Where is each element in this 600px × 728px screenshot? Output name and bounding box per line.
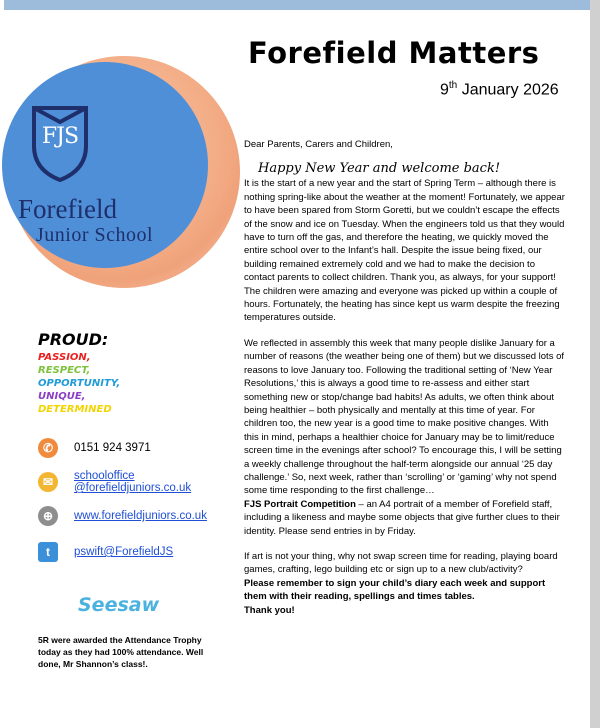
phone-number: 0151 924 3971: [74, 442, 151, 454]
twitter-icon: t: [38, 542, 58, 562]
value-unique: UNIQUE,: [38, 391, 86, 402]
school-name-line1: Forefield: [18, 194, 117, 224]
contact-twitter: [38, 542, 173, 562]
contact-phone: [38, 438, 151, 458]
proud-title: PROUD:: [38, 330, 109, 349]
paragraph-weather: It is the start of a new year and the start of Spring Term – although there is nothing spring-like about the weather at the moment! Fortunately, we appear to have been spared from Storm Goretti, but we couldn’t escape the effects of the snow and ice on Tuesday. When the engineers told us that they would have to turn off the gas, and therefore the heating, we quickly moved the entire school over to the Infant’s hall. Despite the issue being fixed, our building remained extremely cold and we had to make the decision to contact parents to collect children. Thank you, as always, for your support! The children were amazing and everyone was picked up within a couple of hours. Fortunately, the heating has since kept us warm despite the freezing temperatures outside.: [244, 178, 565, 324]
crest-letters: FJS: [41, 124, 79, 149]
newsletter-date: 9th January 2026: [440, 80, 559, 99]
value-respect: RESPECT,: [38, 365, 91, 376]
letter-body: [244, 138, 566, 629]
contact-email: [38, 470, 191, 494]
email-icon: ✉: [38, 472, 58, 492]
page-edge-shadow: [590, 0, 600, 728]
twitter-link[interactable]: pswift@ForefieldJS: [74, 546, 174, 558]
portrait-heading: FJS Portrait Competition: [244, 498, 356, 510]
value-passion: PASSION,: [38, 352, 91, 363]
sign-off: Thank you!: [244, 604, 295, 616]
value-determined: DETERMINED: [38, 404, 112, 415]
attendance-note: 5R were awarded the Attendance Trophy today as they had 100% attendance. Well done, Mr Shannon’s class!.: [38, 635, 204, 669]
paragraph-reminder: Please remember to sign your child’s diary each week and support them with their reading, spellings and times tables.: [244, 577, 546, 603]
email-link[interactable]: schooloffice @forefieldjuniors.co.uk: [74, 470, 192, 494]
paragraph-january: We reflected in assembly this week that many people dislike January for a number of reasons (the weather being one of them) but we discussed lots of reasons to love January too. Following the traditional setting of ‘New Year Resolutions,’ this is always a good time to re-assess and either start something new or stop/change bad habits! As adults, we often think about being healthier – both physically and mentally at this time of year. For children too, the new year is a good time to make positive changes. With this in mind, perhaps a healthier choice for January may be to limit/reduce screen time in the evenings after school? To encourage this, I will be setting a weekly challenge throughout the half-term alongside our annual ‘25 day challenge.’ So, next week, rather than ‘scrolling’ or ‘gaming’ why not spend some time responding to the first challenge…: [244, 337, 565, 497]
contact-website: [38, 506, 207, 526]
paragraph-portrait: FJS Portrait Competition – an A4 portrait of a member of Forefield staff, including a likeness and maybe some objects that give further clues to their identity. Please send entries in by Friday.: [244, 498, 560, 537]
salutation: Dear Parents, Carers and Children,: [244, 139, 393, 150]
globe-icon: ⊕: [38, 506, 58, 526]
newsletter-title: Forefield Matters: [248, 36, 540, 70]
top-border: [4, 0, 590, 10]
school-name-line2: Junior School: [36, 224, 154, 246]
seesaw-logo[interactable]: Seesaw: [78, 594, 160, 616]
letter-headline: Happy New Year and welcome back!: [258, 161, 501, 177]
paragraph-activities: If art is not your thing, why not swap screen time for reading, playing board games, crafting, lego building etc or sign up to a new club/activity?: [244, 550, 558, 576]
phone-icon: ✆: [38, 438, 58, 458]
website-link[interactable]: www.forefieldjuniors.co.uk: [74, 510, 207, 522]
value-opportunity: OPPORTUNITY,: [38, 378, 121, 389]
proud-values: [38, 330, 120, 416]
